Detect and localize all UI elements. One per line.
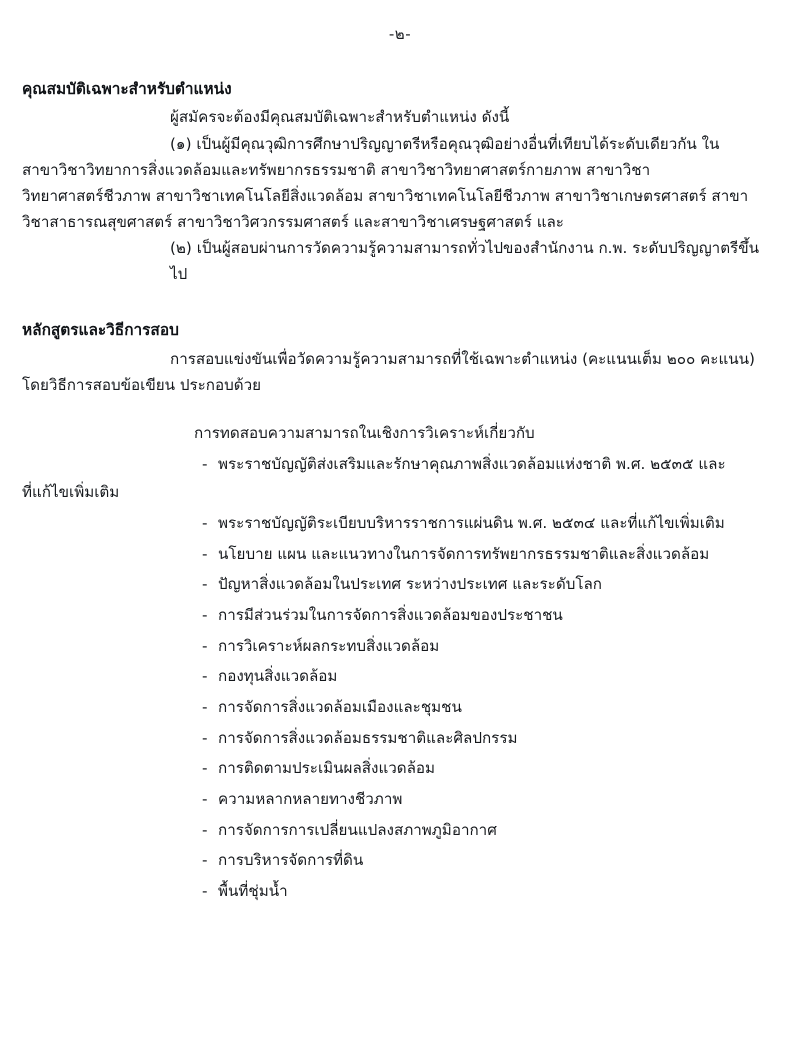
list-item bbox=[22, 540, 772, 570]
dash-marker: - bbox=[202, 728, 208, 747]
dash-marker: - bbox=[202, 698, 208, 716]
list-item-label: พระราชบัญญัติระเบียบบริหารราชการแผ่นดิน พ.ศ. ๒๕๓๔ และที่แก้ไขเพิ่มเติม bbox=[218, 514, 725, 533]
list-item-label: การวิเคราะห์ผลกระทบสิ่งแวดล้อม bbox=[218, 636, 440, 655]
dash-marker: - bbox=[202, 851, 208, 870]
list-item bbox=[22, 509, 772, 539]
list-item bbox=[22, 754, 772, 784]
dash-marker: - bbox=[202, 514, 208, 533]
list-item bbox=[22, 601, 772, 631]
list-item bbox=[22, 816, 772, 846]
list-item-label: การบริหารจัดการที่ดิน bbox=[218, 851, 364, 870]
list-item-label: พื้นที่ชุ่มน้ำ bbox=[218, 881, 288, 900]
exam-topic-list bbox=[22, 450, 772, 480]
list-item-label: พระราชบัญญัติส่งเสริมและรักษาคุณภาพสิ่งแวดล้อมแห่งชาติ พ.ศ. ๒๕๓๕ และ bbox=[218, 455, 726, 474]
dash-marker: - bbox=[202, 455, 208, 474]
dash-marker: - bbox=[202, 881, 208, 900]
section-heading-qualifications: คุณสมบัติเฉพาะสำหรับตำแหน่ง bbox=[22, 80, 232, 98]
dash-marker: - bbox=[202, 789, 208, 808]
section-heading-exam: หลักสูตรและวิธีการสอบ bbox=[22, 321, 179, 340]
dash-marker: - bbox=[202, 636, 208, 655]
dash-marker: - bbox=[202, 606, 208, 625]
exam-subheading: การทดสอบความสามารถในเชิงการวิเคราะห์เกี่ยวกับ bbox=[194, 424, 535, 443]
qualification-item-1: (๑) เป็นผู้มีคุณวุฒิการศึกษาปริญญาตรีหรือคุณวุฒิอย่างอื่นที่เทียบได้ระดับเดียวกัน ใน bbox=[170, 134, 720, 153]
list-item-label: การจัดการการเปลี่ยนแปลงสภาพภูมิอากาศ bbox=[218, 820, 497, 839]
list-item-label: การจัดการสิ่งแวดล้อมเมืองและชุมชน bbox=[218, 698, 462, 716]
document-body bbox=[0, 76, 800, 906]
dash-marker: - bbox=[202, 667, 208, 686]
dash-marker: - bbox=[202, 759, 208, 778]
dash-marker: - bbox=[202, 820, 208, 839]
list-item bbox=[22, 450, 772, 480]
exam-intro-continued: โดยวิธีการสอบข้อเขียน ประกอบด้วย bbox=[22, 376, 262, 395]
list-item-label: การติดตามประเมินผลสิ่งแวดล้อม bbox=[218, 759, 436, 778]
dash-marker: - bbox=[202, 544, 208, 563]
exam-topic-list-rest bbox=[22, 509, 772, 906]
list-item-label: การมีส่วนร่วมในการจัดการสิ่งแวดล้อมของประชาชน bbox=[218, 606, 563, 625]
qualifications-intro: ผู้สมัครจะต้องมีคุณสมบัติเฉพาะสำหรับตำแหน่ง ดังนี้ bbox=[170, 108, 510, 127]
list-item-label: ความหลากหลายทางชีวภาพ bbox=[218, 789, 403, 808]
list-item-label: การจัดการสิ่งแวดล้อมธรรมชาติและศิลปกรรม bbox=[218, 728, 518, 747]
qualification-item-1-continued: สาขาวิชาวิทยาการสิ่งแวดล้อมและทรัพยากรธรรมชาติ สาขาวิชาวิทยาศาสตร์กายภาพ สาขาวิชาวิทยาศาสตร์ชีวภาพ สาขาวิชาเทคโนโลยีสิ่งแวดล้อม สาขาวิชาเทคโนโลยีชีวภาพ สาขาวิชาเกษตรศาสตร์ สาขาวิชาสาธารณสุขศาสตร์ สาขาวิชาวิศวกรรมศาสตร์ และสาขาวิชาเศรษฐศาสตร์ และ bbox=[22, 160, 749, 232]
list-item bbox=[22, 846, 772, 876]
list-item bbox=[22, 662, 772, 692]
list-item bbox=[22, 877, 772, 907]
exam-intro: การสอบแข่งขันเพื่อวัดความรู้ความสามารถที่ใช้เฉพาะตำแหน่ง (คะแนนเต็ม ๒๐๐ คะแนน) bbox=[170, 349, 755, 368]
list-item-label: ปัญหาสิ่งแวดล้อมในประเทศ ระหว่างประเทศ และระดับโลก bbox=[218, 575, 603, 594]
dash-marker: - bbox=[202, 575, 208, 594]
list-item bbox=[22, 693, 772, 723]
page-number: -๒- bbox=[388, 25, 412, 43]
list-item-label: นโยบาย แผน และแนวทางในการจัดการทรัพยากรธรรมชาติและสิ่งแวดล้อม bbox=[218, 544, 710, 563]
list-item-0-continuation: ที่แก้ไขเพิ่มเติม bbox=[22, 483, 120, 502]
list-item bbox=[22, 724, 772, 754]
list-item-label: กองทุนสิ่งแวดล้อม bbox=[218, 667, 338, 686]
list-item bbox=[22, 570, 772, 600]
spacer bbox=[22, 398, 772, 404]
list-item bbox=[22, 785, 772, 815]
qualification-item-2: (๒) เป็นผู้สอบผ่านการวัดความรู้ความสามารถทั่วไปของสำนักงาน ก.พ. ระดับปริญญาตรีขึ้นไป bbox=[170, 239, 759, 284]
list-item bbox=[22, 632, 772, 662]
